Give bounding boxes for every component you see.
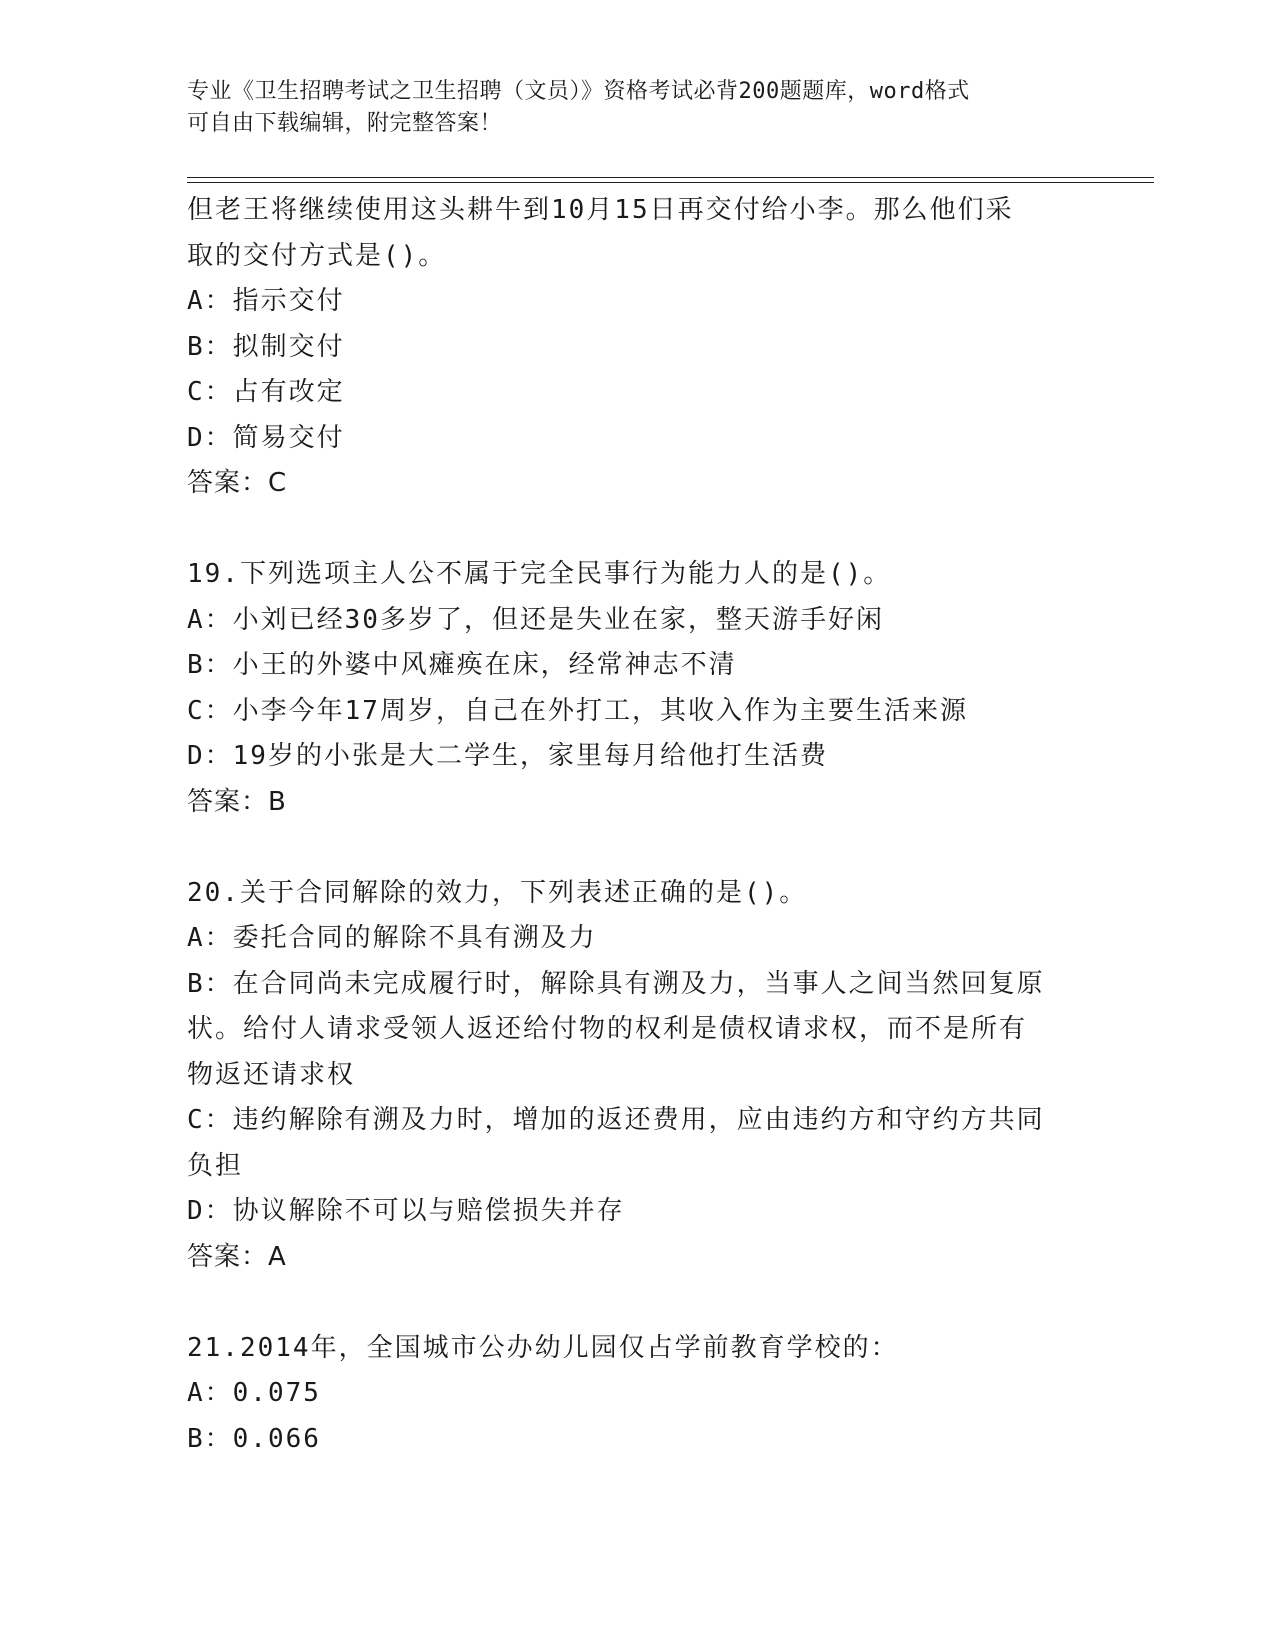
question-19-block [187, 552, 1077, 825]
question-20-option-c-line-2: 负担 [187, 1150, 244, 1181]
question-21-stem: 21.2014年，全国城市公办幼儿园仅占学前教育学校的： [187, 1332, 899, 1363]
header-divider-top [187, 177, 1154, 178]
question-19-option-a: A：小刘已经30多岁了，但还是失业在家，整天游手好闲 [187, 604, 884, 635]
spacer [187, 825, 1077, 871]
question-18-answer: 答案：C [187, 468, 288, 498]
question-20-option-b-line-2: 状。给付人请求受领人返还给付物的权利是债权请求权，而不是所有 [187, 1014, 1028, 1044]
question-18-option-b: B：拟制交付 [187, 331, 345, 362]
question-19-option-c: C：小李今年17周岁，自己在外打工，其收入作为主要生活来源 [187, 695, 968, 726]
question-21-option-b: B：0.066 [187, 1423, 321, 1454]
question-18-block [187, 188, 1077, 507]
header-line-2: 可自由下载编辑，附完整答案！ [187, 111, 503, 136]
question-20-option-d: D：协议解除不可以与赔偿损失并存 [187, 1196, 625, 1226]
question-19-answer: 答案：B [187, 786, 287, 817]
question-18-option-a: A：指示交付 [187, 286, 345, 316]
question-20-stem: 20.关于合同解除的效力，下列表述正确的是()。 [187, 877, 808, 908]
spacer [187, 1280, 1077, 1326]
question-18-option-d: D：简易交付 [187, 422, 345, 453]
question-20-option-b-line-3: 物返还请求权 [187, 1059, 356, 1090]
header-divider-bottom [187, 182, 1154, 183]
question-19-stem: 19.下列选项主人公不属于完全民事行为能力人的是()。 [187, 559, 892, 589]
question-20-option-c-line-1: C：违约解除有溯及力时，增加的返还费用，应由违约方和守约方共同 [187, 1105, 1045, 1135]
header-line-1: 专业《卫生招聘考试之卫生招聘（文员）》资格考试必背200题题库，word格式 [187, 79, 970, 104]
document-body [187, 188, 1077, 1462]
question-20-block [187, 871, 1077, 1281]
spacer [187, 507, 1077, 553]
question-21-block [187, 1326, 1077, 1463]
question-20-answer: 答案：A [187, 1241, 287, 1272]
question-19-option-d: D：19岁的小张是大二学生，家里每月给他打生活费 [187, 741, 828, 771]
question-18-stem-line-1: 但老王将继续使用这头耕牛到10月15日再交付给小李。那么他们采 [187, 195, 1014, 225]
question-21-option-a: A：0.075 [187, 1378, 321, 1408]
question-20-option-b-line-1: B：在合同尚未完成履行时，解除具有溯及力，当事人之间当然回复原 [187, 968, 1045, 999]
document-header [187, 76, 1067, 140]
question-18-stem-line-2: 取的交付方式是()。 [187, 240, 447, 271]
question-18-option-c: C：占有改定 [187, 377, 345, 407]
question-20-option-a: A：委托合同的解除不具有溯及力 [187, 923, 597, 953]
question-19-option-b: B：小王的外婆中风瘫痪在床，经常神志不清 [187, 650, 737, 680]
